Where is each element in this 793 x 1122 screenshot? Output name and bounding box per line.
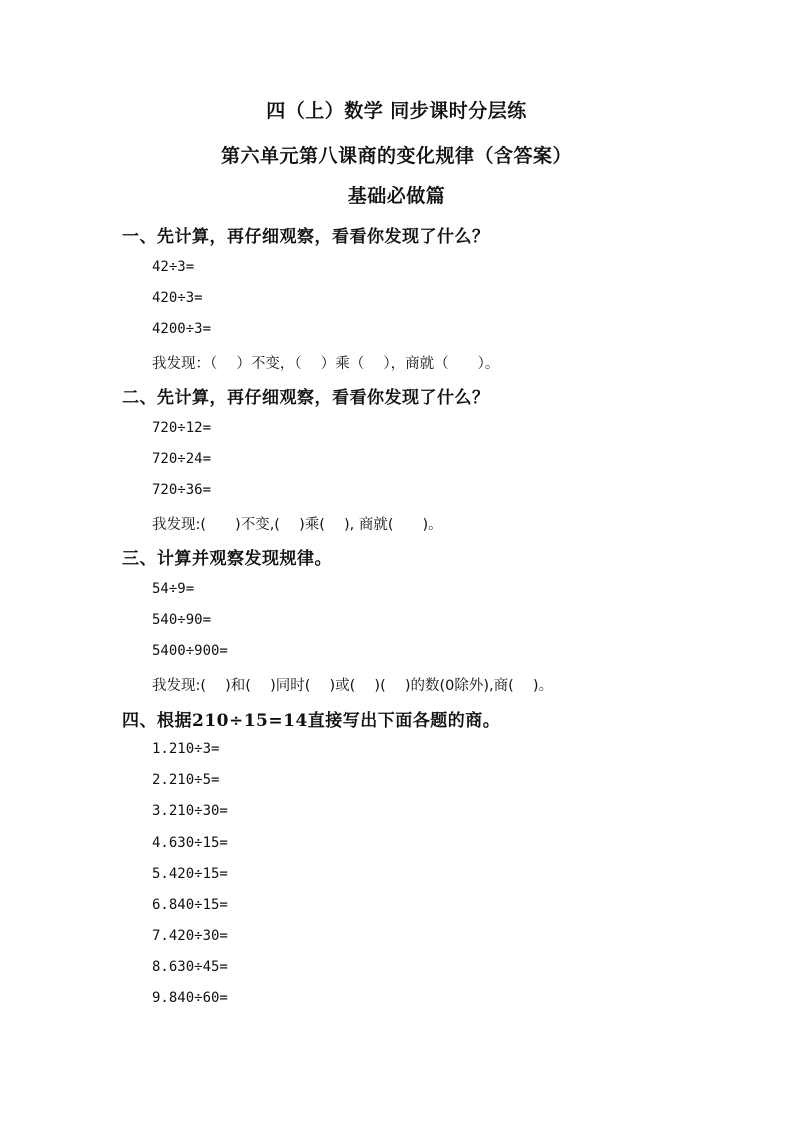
question-2-line-1: 720÷12= [152, 420, 212, 436]
question-4-item-2: 2.210÷5= [152, 772, 220, 788]
page-title: 四（上）数学 同步课时分层练 [266, 100, 527, 122]
question-4-item-9: 9.840÷60= [152, 990, 228, 1006]
question-4-item-1: 1.210÷3= [152, 741, 220, 757]
section-label: 基础必做篇 [347, 185, 446, 207]
question-4-item-5: 5.420÷15= [152, 866, 228, 882]
question-4-item-3: 3.210÷30= [152, 803, 228, 819]
question-1-finding: 我发现：（ ）不变，（ ）乘（ ），商就（ ）。 [152, 356, 500, 372]
question-4-item-8: 8.630÷45= [152, 959, 228, 975]
question-3-line-2: 540÷90= [152, 612, 212, 628]
question-1-line-3: 4200÷3= [152, 321, 212, 337]
question-1-line-1: 42÷3= [152, 259, 195, 275]
question-2-finding: 我发现:( )不变,( )乘( ), 商就( )。 [152, 517, 443, 533]
question-2-line-2: 720÷24= [152, 451, 212, 467]
question-3-heading: 三、计算并观察发现规律。 [122, 549, 332, 569]
page-subtitle: 第六单元第八课商的变化规律（含答案） [220, 145, 572, 167]
question-4-item-6: 6.840÷15= [152, 897, 228, 913]
question-1-heading: 一、先计算，再仔细观察，看看你发现了什么？ [122, 227, 490, 247]
question-2-heading: 二、先计算，再仔细观察，看看你发现了什么？ [122, 388, 490, 408]
question-4-item-4: 4.630÷15= [152, 835, 228, 851]
question-3-line-1: 54÷9= [152, 581, 195, 597]
question-1-line-2: 420÷3= [152, 290, 203, 306]
question-4-heading: 四、根据210÷15=14直接写出下面各题的商。 [122, 711, 501, 731]
question-3-line-3: 5400÷900= [152, 643, 228, 659]
question-4-item-7: 7.420÷30= [152, 928, 228, 944]
question-3-finding: 我发现:( )和( )同时( )或( )( )的数(0除外),商( )。 [152, 678, 554, 694]
question-2-line-3: 720÷36= [152, 482, 212, 498]
